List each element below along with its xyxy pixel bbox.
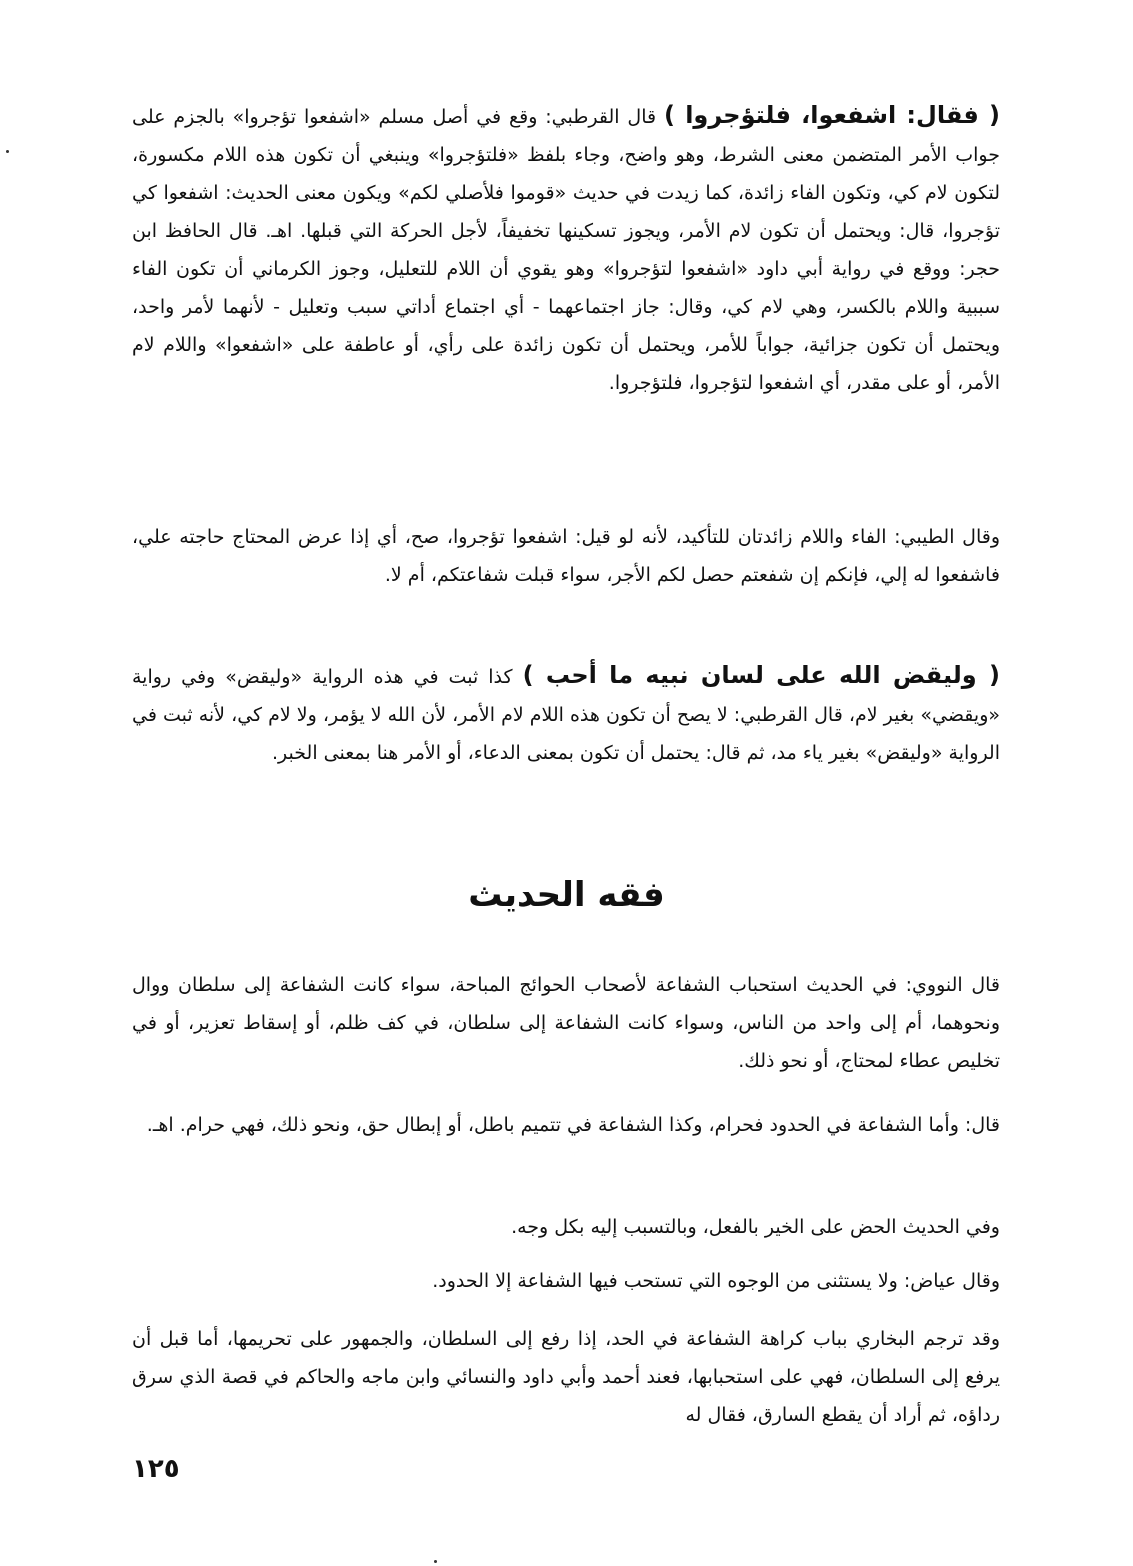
paragraph-nawawi: [132, 966, 1000, 1080]
paragraph-hudud: [132, 1106, 1000, 1144]
paragraph-text: قال: وأما الشفاعة في الحدود فحرام، وكذا الشفاعة في تتميم باطل، أو إبطال حق، ونحو ذلك، فهي حرام. اهـ.: [146, 1114, 1000, 1136]
paragraph-bukhari: [132, 1320, 1000, 1434]
paragraph-iyad: [132, 1262, 1000, 1300]
scan-speck: [434, 1560, 437, 1563]
paragraph-text: قال القرطبي: وقع في أصل مسلم «اشفعوا تؤجروا» بالجزم على جواب الأمر المتضمن معنى الشرط، وهو واضح، وجاء بلفظ «فلتؤجروا» وينبغي أن تكون هذه اللام مكسورة، لتكون لام كي، وتكون الفاء زائدة، كما زيدت في حديث «قوموا فلأصلي لكم» ويكون معنى الحديث: اشفعوا كي تؤجروا، قال: ويحتمل أن تكون لام الأمر، ويجوز تسكينها تخفيفاً، لأجل الحركة التي قبلها. اهـ. قال الحافظ ابن حجر: ووقع في رواية أبي داود «اشفعوا لتؤجروا» وهو يقوي أن اللام للتعليل، وجوز الكرماني أن تكون الفاء سببية واللام بالكسر، وهي لام كي، وقال: جاز اجتماعهما - أي اجتماع أداتي سبب وتعليل - لأنهما لأمر واحد، ويحتمل أن تكون جزائية، جواباً للأمر، ويحتمل أن تكون زائدة على رأي، أو عاطفة على «اشفعوا» واللام لام الأمر، أو على مقدر، أي اشفعوا لتؤجروا، فلتؤجروا.: [132, 106, 1000, 394]
hadith-quote-wal-yaqdi: ( وليقض الله على لسان نبيه ما أحب ): [522, 661, 1000, 689]
paragraph-text: قال النووي: في الحديث استحباب الشفاعة لأصحاب الحوائج المباحة، سواء كانت الشفاعة إلى سلطان ووال ونحوهما، أم إلى واحد من الناس، وسواء كانت الشفاعة إلى سلطان، في كف ظلم، أو إسقاط تعزير، أو في تخليص عطاء لمحتاج، أو نحو ذلك.: [132, 974, 1000, 1072]
hadith-quote-ishfau: ( فقال: اشفعوا، فلتؤجروا ): [664, 101, 1000, 129]
section-title: فقه الحديث: [468, 875, 665, 915]
paragraph-text: وفي الحديث الحض على الخير بالفعل، وبالتسبب إليه بكل وجه.: [511, 1216, 1000, 1238]
page-number: ١٢٥: [132, 1454, 180, 1484]
paragraph-hadd-ala-khayr: [132, 1208, 1000, 1246]
paragraph-text: كذا ثبت في هذه الرواية «وليقض» وفي رواية «ويقضي» بغير لام، قال القرطبي: لا يصح أن تكون هذه اللام لام الأمر، لأن الله لا يؤمر، ولا لام كي، لأنه ثبت في الرواية «وليقض» بغير ياء مد، ثم قال: يحتمل أن تكون بمعنى الدعاء، أو الأمر هنا بمعنى الخبر.: [132, 666, 1000, 764]
paragraph-shafaa-intro: [132, 96, 1000, 402]
paragraph-tibi: [132, 518, 1000, 594]
scan-speck: [6, 150, 9, 153]
paragraph-text: وقال الطيبي: الفاء واللام زائدتان للتأكيد، لأنه لو قيل: اشفعوا تؤجروا، صح، أي إذا عرض المحتاج حاجته علي، فاشفعوا له إلي، فإنكم إن شفعتم حصل لكم الأجر، سواء قبلت شفاعتكم، أم لا.: [132, 526, 1000, 586]
paragraph-wal-yaqdi: [132, 656, 1000, 772]
paragraph-text: وقد ترجم البخاري بباب كراهة الشفاعة في الحد، إذا رفع إلى السلطان، والجمهور على تحريمها، أما قبل أن يرفع إلى السلطان، فهي على استحبابها، فعند أحمد وأبي داود والنسائي وابن ماجه والحاكم في قصة الذي سرق رداؤه، ثم أراد أن يقطع السارق، فقال له: [132, 1328, 1000, 1426]
paragraph-text: وقال عياض: ولا يستثنى من الوجوه التي تستحب فيها الشفاعة إلا الحدود.: [432, 1270, 1000, 1292]
